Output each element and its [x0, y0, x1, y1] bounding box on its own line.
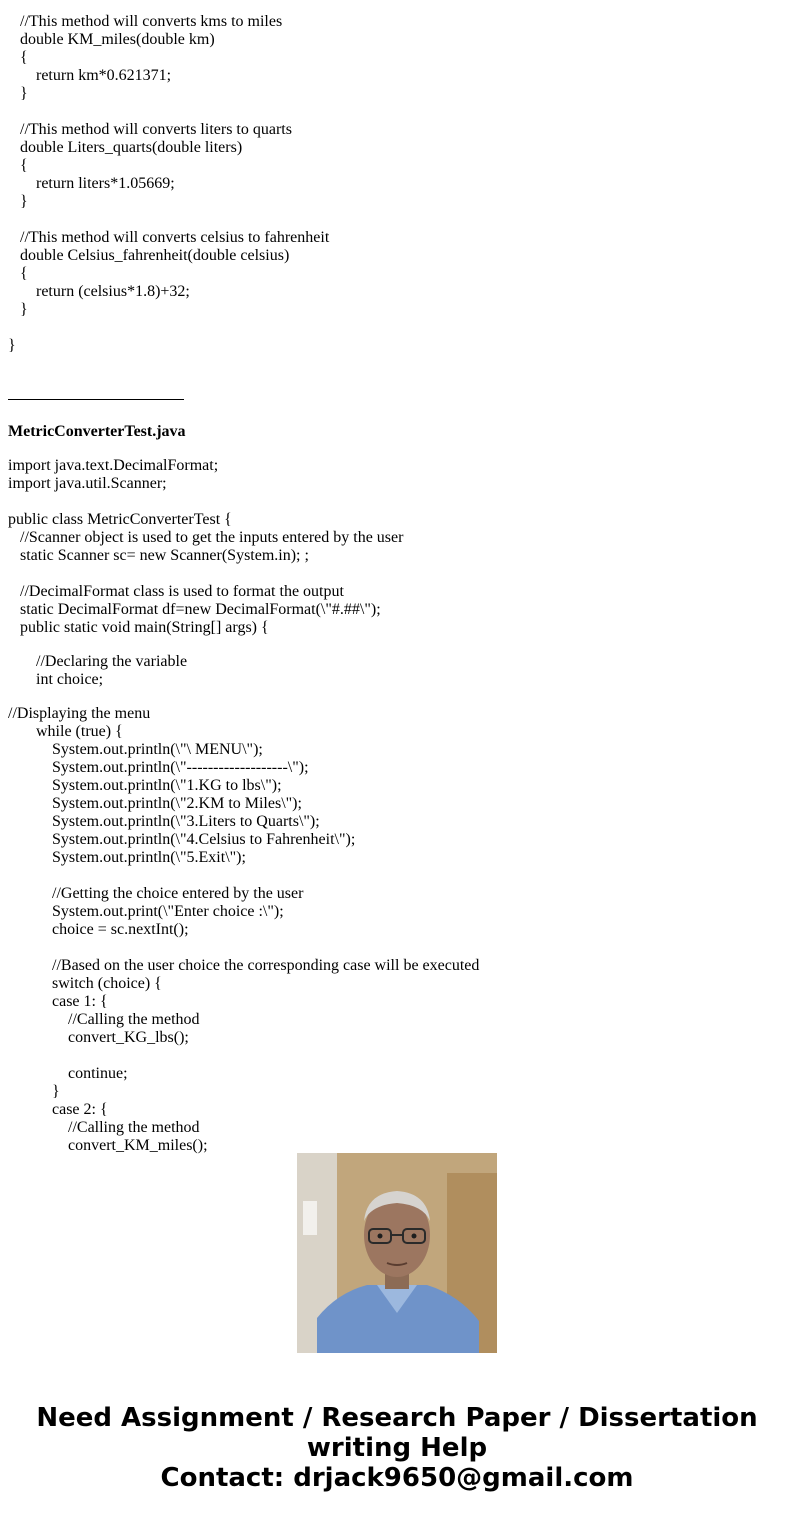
separator-rule	[8, 399, 184, 400]
code-line: case 2: {	[8, 1101, 108, 1118]
blank-line	[8, 355, 788, 389]
portrait-illustration	[297, 1153, 497, 1353]
promo-contact: Contact: drjack9650@gmail.com	[160, 1463, 634, 1493]
code-line: public class MetricConverterTest {	[8, 511, 232, 528]
code-line: System.out.print(\"Enter choice :\");	[8, 903, 284, 920]
promo-banner	[0, 1403, 794, 1493]
code-line: while (true) {	[8, 723, 123, 740]
code-line: }	[8, 337, 16, 354]
blank-line	[8, 565, 788, 583]
blank-line	[8, 689, 788, 705]
promo-line-2: writing Help	[306, 1433, 488, 1463]
code-line: }	[8, 1083, 60, 1100]
blank-line	[8, 441, 788, 457]
code-line: choice = sc.nextInt();	[8, 921, 189, 938]
code-line: import java.text.DecimalFormat;	[8, 457, 219, 474]
code-line: //Calling the method	[8, 1119, 200, 1136]
code-line: convert_KG_lbs();	[8, 1029, 189, 1046]
code-line: //This method will converts celsius to fahrenheit	[8, 229, 330, 246]
code-section-methods	[8, 13, 788, 355]
blank-line	[8, 103, 788, 121]
code-line: static Scanner sc= new Scanner(System.in); ;	[8, 547, 309, 564]
code-line: //Declaring the variable	[8, 653, 188, 670]
file-name-heading: MetricConverterTest.java	[8, 423, 186, 440]
blank-line	[8, 1047, 788, 1065]
blank-line	[8, 407, 788, 423]
code-line: double Liters_quarts(double liters)	[8, 139, 243, 156]
promo-line-1: Need Assignment / Research Paper / Dissertation	[36, 1403, 758, 1433]
blank-line	[8, 637, 788, 653]
code-line: //Getting the choice entered by the user	[8, 885, 304, 902]
code-line: {	[8, 49, 28, 66]
code-line: convert_KM_miles();	[8, 1137, 208, 1154]
blank-line	[8, 939, 788, 957]
code-line: return (celsius*1.8)+32;	[8, 283, 190, 300]
code-line: {	[8, 265, 28, 282]
blank-line	[8, 211, 788, 229]
person-photo-icon	[297, 1153, 497, 1353]
code-listing	[8, 13, 788, 1154]
code-line: System.out.println(\"4.Celsius to Fahrenheit\");	[8, 831, 356, 848]
code-line: return liters*1.05669;	[8, 175, 175, 192]
code-line: static DecimalFormat df=new DecimalFormat(\"#.##\");	[8, 601, 381, 618]
code-line: System.out.println(\"1.KG to lbs\");	[8, 777, 282, 794]
code-section-menu-loop	[8, 705, 788, 1155]
code-line: continue;	[8, 1065, 128, 1082]
code-line: case 1: {	[8, 993, 108, 1010]
code-line: }	[8, 193, 28, 210]
blank-line	[8, 319, 788, 337]
code-line: {	[8, 157, 28, 174]
code-line: //DecimalFormat class is used to format the output	[8, 583, 344, 600]
code-line: System.out.println(\"3.Liters to Quarts\");	[8, 813, 320, 830]
code-line: //Calling the method	[8, 1011, 200, 1028]
code-line: System.out.println(\"5.Exit\");	[8, 849, 246, 866]
code-line: switch (choice) {	[8, 975, 162, 992]
code-line: return km*0.621371;	[8, 67, 172, 84]
code-section-declaration	[8, 653, 788, 689]
code-line: System.out.println(\"\ MENU\");	[8, 741, 263, 758]
code-line: }	[8, 85, 28, 102]
code-line: System.out.println(\"-------------------\");	[8, 759, 309, 776]
code-line: //Based on the user choice the corresponding case will be executed	[8, 957, 480, 974]
code-line: //Displaying the menu	[8, 705, 151, 722]
blank-line	[8, 867, 788, 885]
code-line: System.out.println(\"2.KM to Miles\");	[8, 795, 302, 812]
code-line: double KM_miles(double km)	[8, 31, 215, 48]
code-line: //Scanner object is used to get the inputs entered by the user	[8, 529, 404, 546]
code-line: //This method will converts kms to miles	[8, 13, 283, 30]
code-line: //This method will converts liters to quarts	[8, 121, 292, 138]
code-section-imports-and-main	[8, 457, 788, 637]
code-line: double Celsius_fahrenheit(double celsius)	[8, 247, 290, 264]
separator-rule-row	[8, 389, 788, 407]
blank-line	[8, 493, 788, 511]
code-line: int choice;	[8, 671, 104, 688]
code-line: import java.util.Scanner;	[8, 475, 167, 492]
code-line: }	[8, 301, 28, 318]
code-line: public static void main(String[] args) {	[8, 619, 269, 636]
